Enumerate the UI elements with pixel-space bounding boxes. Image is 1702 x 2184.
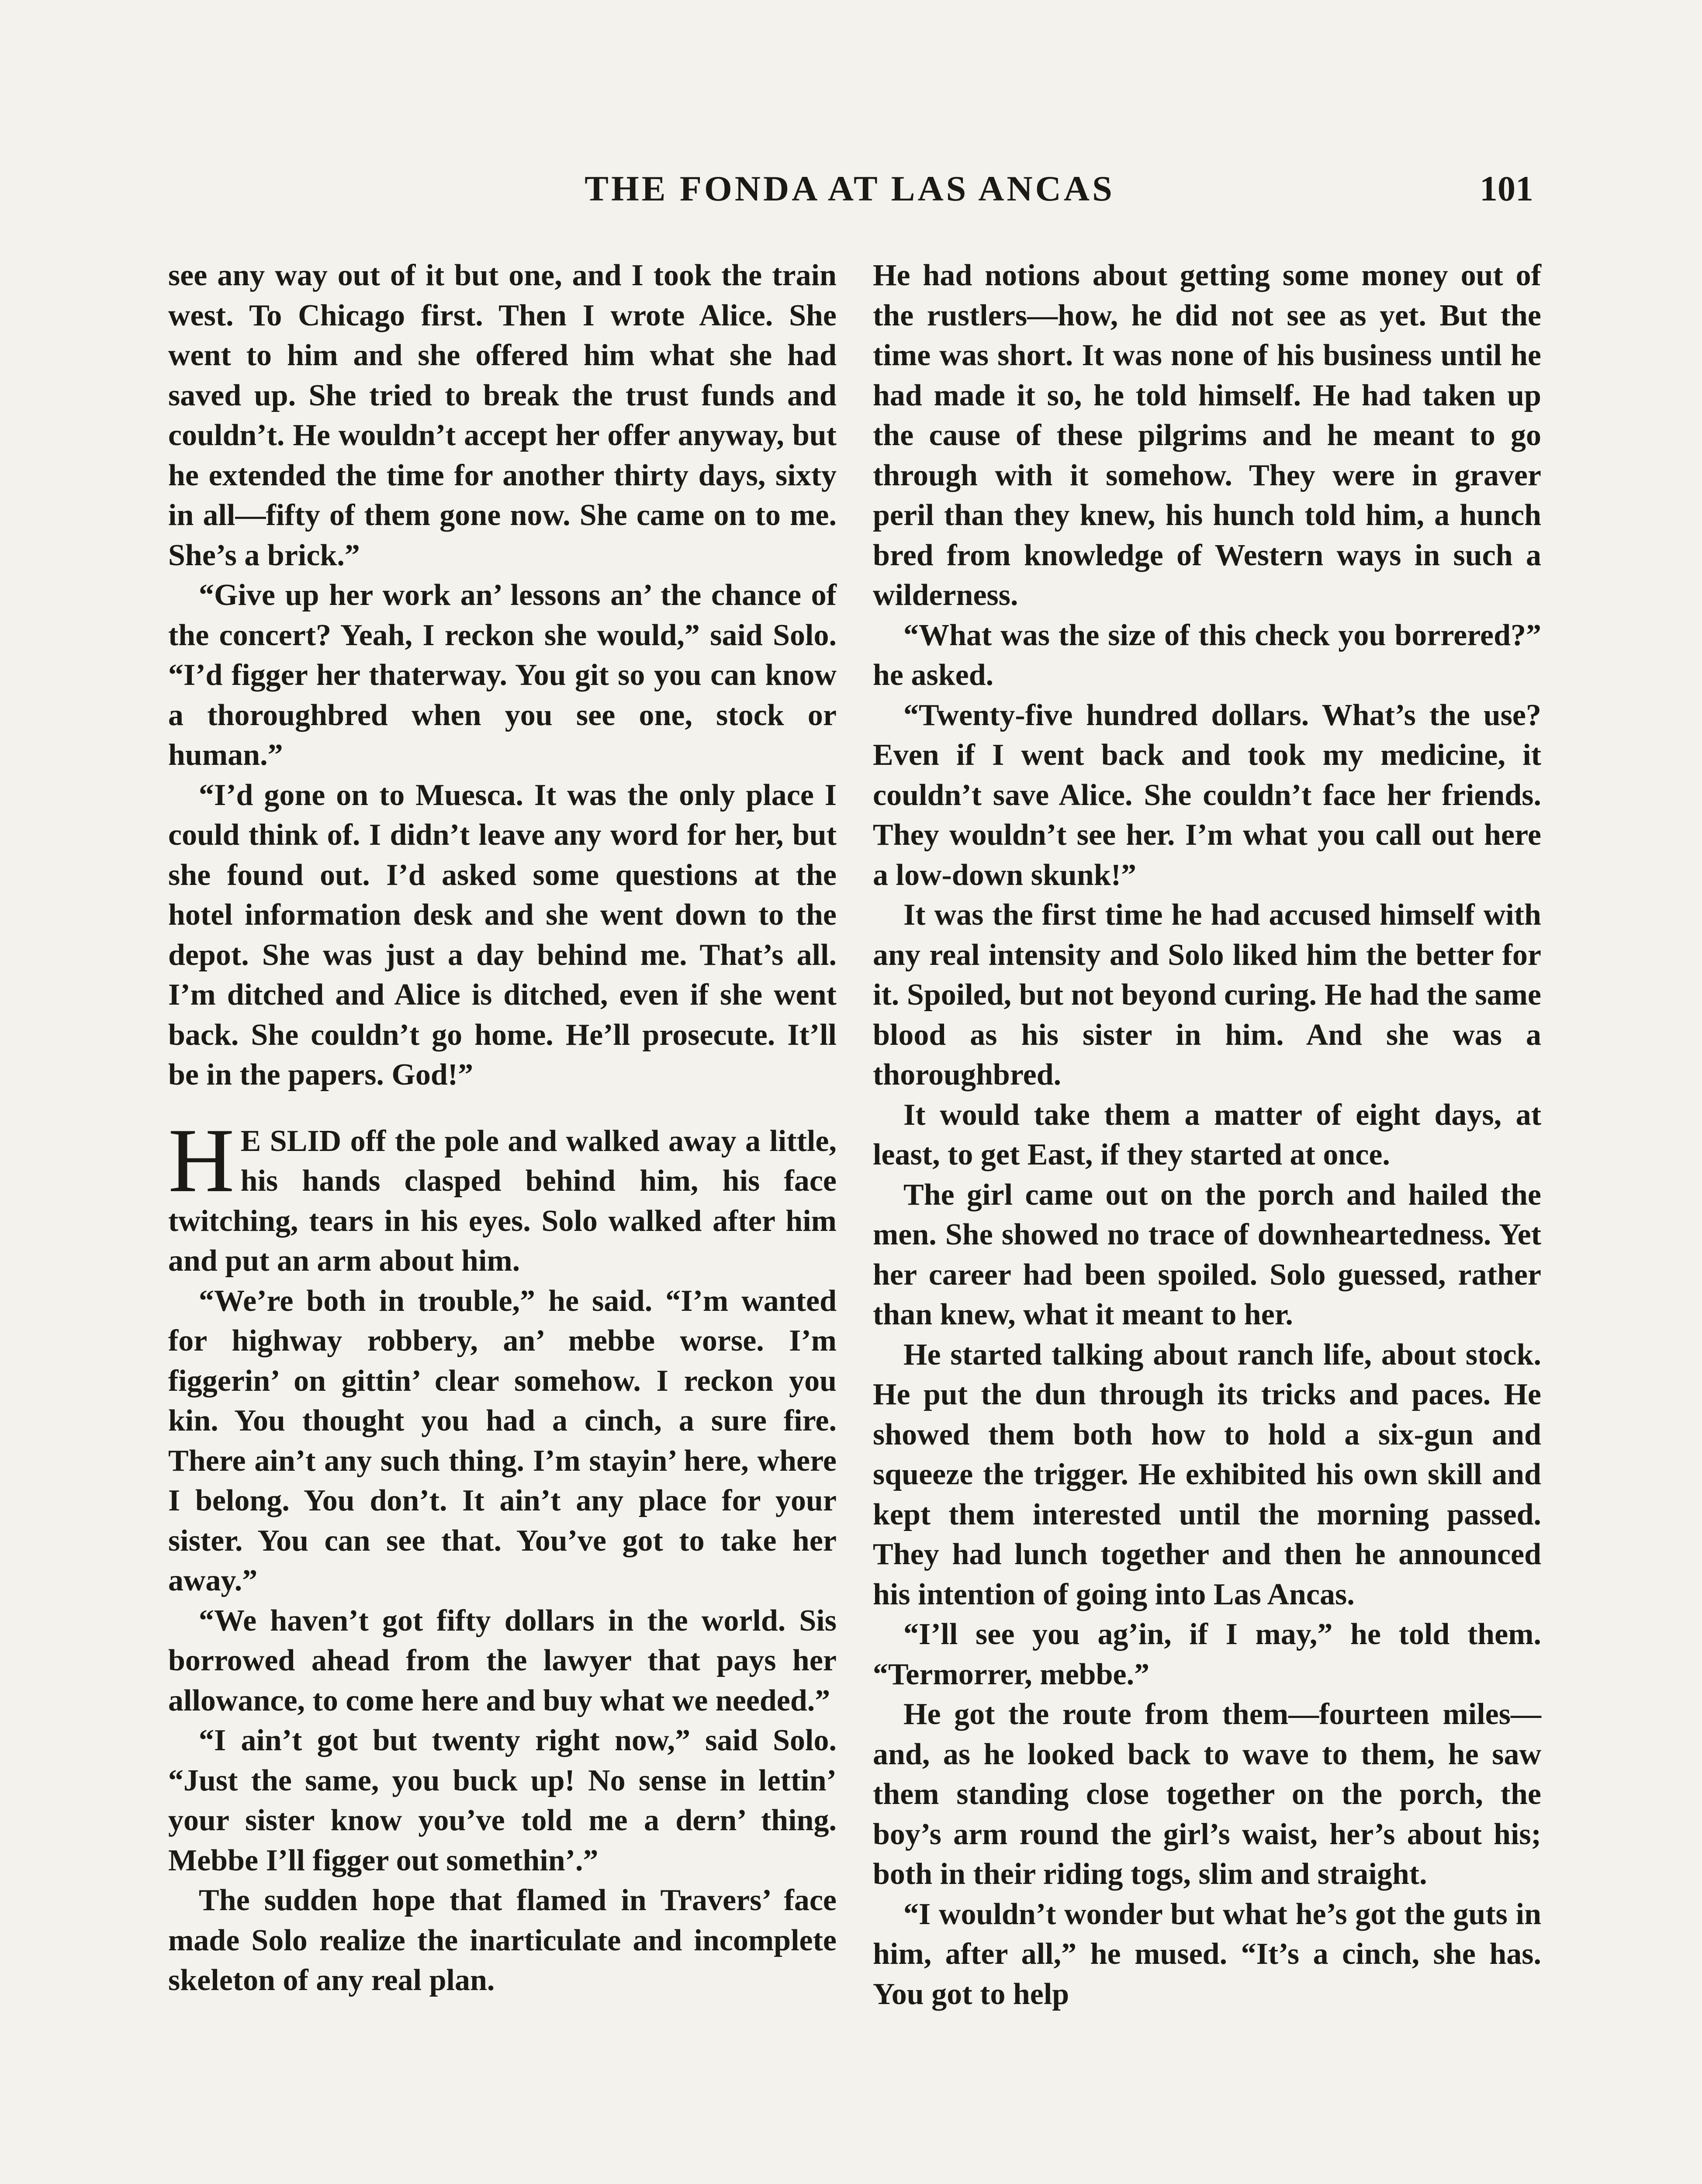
paragraph: He started talking about ranch life, about stock. He put the dun through its tricks and paces. He showed them both how to hold a six-gun and squeeze the trigger. He exhibited his own skill and kept them interested until the morning passed. They had lunch together and then he announced his intention of going into Las Ancas. bbox=[873, 1337, 1541, 1611]
paragraph: “Twenty-five hundred dollars. What’s the use? Even if I went back and took my medicine, it couldn’t save Alice. She couldn’t face her friends. They wouldn’t see her. I’m what you call out here a low-down skunk!” bbox=[873, 698, 1541, 892]
paragraph: “I ain’t got but twenty right now,” said Solo. “Just the same, you buck up! No sense in lettin’ your sister know you’ve told me a dern’ thing. Mebbe I’ll figger out somethin’.” bbox=[168, 1724, 837, 1877]
section-opening-text: E SLID off the pole and walked away a little, his hands clasped behind him, his face twitching, tears in his eyes. Solo walked after him and put an arm about him. bbox=[168, 1124, 837, 1278]
paragraph: He had notions about getting some money out of the rustlers—how, he did not see as yet. But the time was short. It was none of his business until he had made it so, he told himself. He had taken up the cause of these pilgrims and he meant to go through with it somehow. They were in graver peril than they knew, his hunch told him, a hunch bred from knowledge of Western ways in such a wilderness. bbox=[873, 259, 1541, 612]
paragraph: “We haven’t got fifty dollars in the world. Sis borrowed ahead from the lawyer that pays her allowance, to come here and buy what we needed.” bbox=[168, 1603, 837, 1717]
left-column bbox=[168, 256, 837, 2001]
paragraph: see any way out of it but one, and I took the train west. To Chicago first. Then I wrote Alice. She went to him and she offered him what she had saved up. She tried to break the trust funds and couldn’t. He wouldn’t accept her offer anyway, but he extended the time for another thirty days, sixty in all—fifty of them gone now. She came on to me. She’s a brick.” bbox=[168, 259, 837, 572]
running-title: THE FONDA AT LAS ANCAS bbox=[585, 169, 1115, 208]
section-opening-paragraph bbox=[168, 1109, 837, 1281]
page-number: 101 bbox=[1480, 169, 1533, 208]
paragraph: “What was the size of this check you borrered?” he asked. bbox=[873, 618, 1541, 692]
drop-cap: H bbox=[168, 1109, 235, 1211]
paragraph: The girl came out on the porch and hailed the men. She showed no trace of downheartedness. Yet her career had been spoiled. Solo guessed, rather than knew, what it meant to her. bbox=[873, 1178, 1541, 1331]
paragraph: It was the first time he had accused himself with any real intensity and Solo liked him the better for it. Spoiled, but not beyond curing. He had the same blood as his sister in him. And she was a thoroughbred. bbox=[873, 898, 1541, 1092]
page-header bbox=[166, 168, 1533, 221]
paragraph: He got the route from them—fourteen miles—and, as he looked back to wave to them, he saw them standing close together on the porch, the boy’s arm round the girl’s waist, her’s about his; both in their riding togs, slim and straight. bbox=[873, 1697, 1541, 1891]
right-column bbox=[873, 256, 1541, 2014]
paragraph: The sudden hope that flamed in Travers’ face made Solo realize the inarticulate and incomplete skeleton of any real plan. bbox=[168, 1883, 837, 1997]
paragraph: “I’ll see you ag’in, if I may,” he told them. “Termorrer, mebbe.” bbox=[873, 1617, 1541, 1691]
paragraph: “I’d gone on to Muesca. It was the only place I could think of. I didn’t leave any word for her, but she found out. I’d asked some questions at the hotel information desk and she went down to the depot. She was just a day behind me. That’s all. I’m ditched and Alice is ditched, even if she went back. She couldn’t go home. He’ll prosecute. It’ll be in the papers. God!” bbox=[168, 778, 837, 1092]
paragraph: “I wouldn’t wonder but what he’s got the guts in him, after all,” he mused. “It’s a cinch, she has. You got to help bbox=[873, 1897, 1541, 2011]
paragraph: “We’re both in trouble,” he said. “I’m wanted for highway robbery, an’ mebbe worse. I’m figgerin’ on gittin’ clear somehow. I reckon you kin. You thought you had a cinch, a sure fire. There ain’t any such thing. I’m stayin’ here, where I belong. You don’t. It ain’t any place for your sister. You can see that. You’ve got to take her away.” bbox=[168, 1284, 837, 1597]
paragraph: It would take them a matter of eight days, at least, to get East, if they started at once. bbox=[873, 1098, 1541, 1171]
paragraph: “Give up her work an’ lessons an’ the chance of the concert? Yeah, I reckon she would,” said Solo. “I’d figger her thaterway. You git so you can know a thoroughbred when you see one, stock or human.” bbox=[168, 578, 837, 772]
